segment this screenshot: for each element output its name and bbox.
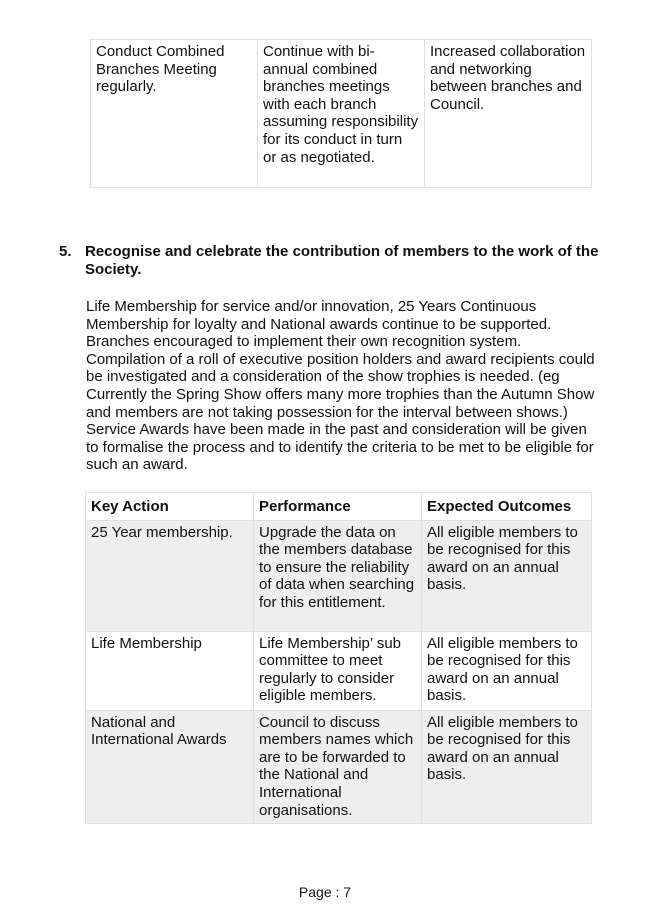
header-performance: Performance	[254, 493, 422, 521]
key-action-cell: 25 Year membership.	[86, 520, 254, 631]
key-action-cell: Life Membership	[86, 631, 254, 710]
awards-table	[85, 492, 592, 824]
section-body-paragraph: Life Membership for service and/or innovation, 25 Years Continuous Membership for loyalty and National awards continue to be supported. Branches encouraged to implement their own recognition system. Compilation of a roll of executive position holders and award recipients could be investigated and a consideration of the show trophies is needed. (eg Currently the Spring Show offers many more trophies than the Autumn Show and members are not taking possession for the interval between shows.) Service Awards have been made in the past and consideration will be given to formalise the process and to identify the criteria to be met to be eligible for such an award.	[86, 298, 595, 474]
combined-branches-table	[90, 39, 592, 188]
performance-cell: Council to discuss members names which are to be forwarded to the National and International organisations.	[254, 710, 422, 823]
performance-cell: Continue with bi-annual combined branches meetings with each branch assuming responsibility for its conduct in turn or as negotiated.	[258, 40, 425, 188]
expected-outcome-cell: All eligible members to be recognised for this award on an annual basis.	[422, 710, 592, 823]
key-action-cell: Conduct Combined Branches Meeting regularly.	[91, 40, 258, 188]
expected-outcome-cell: All eligible members to be recognised for this award on an annual basis.	[422, 520, 592, 631]
table-row	[86, 520, 592, 631]
section-title: Recognise and celebrate the contribution of members to the work of the Society.	[85, 243, 599, 278]
performance-cell: Life Membership’ sub committee to meet regularly to consider eligible members.	[254, 631, 422, 710]
table-row	[86, 631, 592, 710]
table-header-row	[86, 493, 592, 521]
key-action-cell: National and International Awards	[86, 710, 254, 823]
expected-outcome-cell: Increased collaboration and networking between branches and Council.	[425, 40, 592, 188]
header-expected-outcomes: Expected Outcomes	[422, 493, 592, 521]
expected-outcome-cell: All eligible members to be recognised for this award on an annual basis.	[422, 631, 592, 710]
performance-cell: Upgrade the data on the members database to ensure the reliability of data when searching for this entitlement.	[254, 520, 422, 631]
page-number: Page : 7	[298, 884, 352, 900]
table-row	[91, 40, 592, 188]
table-row	[86, 710, 592, 823]
section-heading	[59, 243, 599, 278]
header-key-action: Key Action	[86, 493, 254, 521]
section-number: 5.	[59, 243, 72, 260]
